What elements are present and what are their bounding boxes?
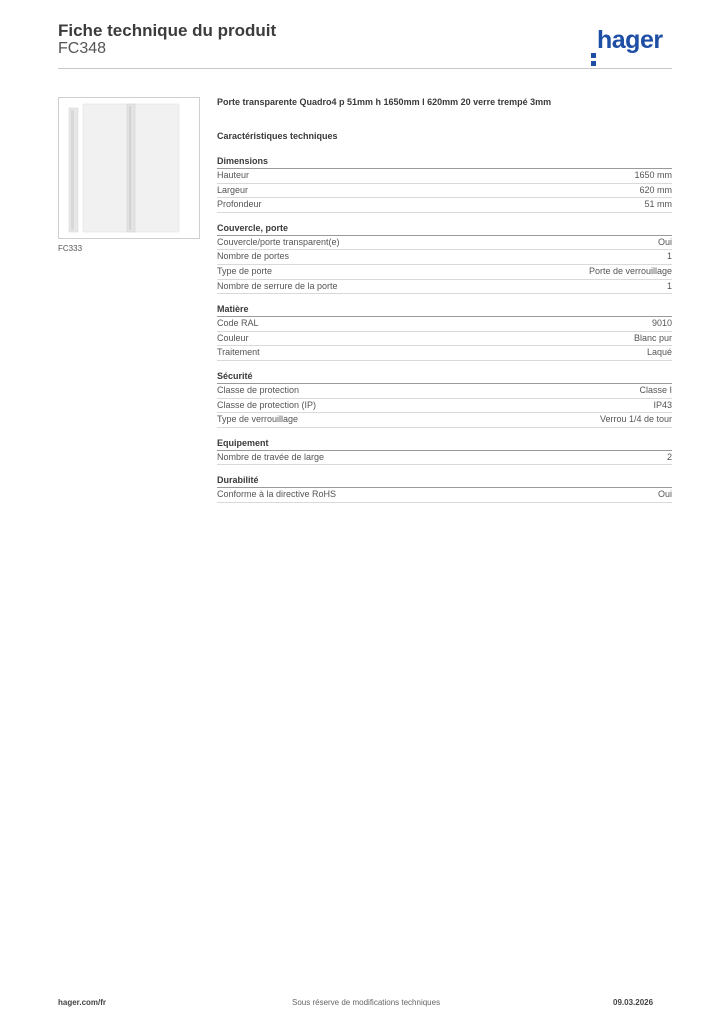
spec-value: 620 mm xyxy=(639,184,672,195)
spec-value: 51 mm xyxy=(644,199,672,210)
spec-label: Classe de protection xyxy=(217,384,300,395)
spec-section xyxy=(217,154,672,213)
product-image xyxy=(58,97,200,239)
spec-row xyxy=(217,169,672,184)
spec-label: Type de verrouillage xyxy=(217,414,299,425)
door-panel-icon xyxy=(59,98,199,238)
spec-section xyxy=(217,473,672,503)
footer-date: 09.03.2026 xyxy=(613,998,654,1007)
spec-row xyxy=(217,184,672,199)
spec-row xyxy=(217,413,672,428)
spec-value: Laqué xyxy=(646,347,672,358)
spec-value: 9010 xyxy=(651,318,672,329)
spec-value: Porte de verrouillage xyxy=(588,265,672,276)
specs-sections xyxy=(217,154,672,511)
footer-website: hager.com/fr xyxy=(58,998,107,1007)
section-title: Dimensions xyxy=(217,154,672,169)
spec-value: 1 xyxy=(666,280,672,291)
spec-section xyxy=(217,369,672,428)
spec-section xyxy=(217,221,672,294)
spec-label: Couvercle/porte transparent(e) xyxy=(217,236,340,247)
spec-row xyxy=(217,317,672,332)
spec-value: 2 xyxy=(666,451,672,462)
section-title: Durabilité xyxy=(217,473,672,488)
spec-row xyxy=(217,198,672,213)
spec-label: Type de porte xyxy=(217,265,273,276)
section-title: Couvercle, porte xyxy=(217,221,672,236)
spec-row xyxy=(217,250,672,265)
spec-row xyxy=(217,280,672,295)
spec-value: 1 xyxy=(666,251,672,262)
spec-label: Hauteur xyxy=(217,170,250,180)
spec-value: Blanc pur xyxy=(633,332,672,343)
spec-row xyxy=(217,488,672,503)
spec-section xyxy=(217,302,672,361)
section-title: Sécurité xyxy=(217,369,672,384)
spec-label: Largeur xyxy=(217,184,249,195)
spec-label: Nombre de serrure de la porte xyxy=(217,280,338,291)
spec-value: Oui xyxy=(657,489,672,500)
image-caption: FC333 xyxy=(58,244,83,253)
page-title: Fiche technique du produit xyxy=(58,21,277,40)
spec-value: Classe I xyxy=(639,384,672,395)
spec-label: Classe de protection (IP) xyxy=(217,399,317,410)
header-divider xyxy=(58,68,672,69)
spec-row xyxy=(217,236,672,251)
spec-value: IP43 xyxy=(653,399,672,410)
spec-row xyxy=(217,332,672,347)
footer-notice: Sous réserve de modifications techniques xyxy=(292,998,441,1007)
spec-label: Nombre de travée de large xyxy=(217,451,325,462)
logo-text: hager xyxy=(597,26,663,54)
spec-row xyxy=(217,399,672,414)
spec-row xyxy=(217,384,672,399)
spec-label: Code RAL xyxy=(217,318,259,329)
product-reference: FC348 xyxy=(58,40,107,57)
spec-label: Couleur xyxy=(217,332,249,343)
spec-value: 1650 mm xyxy=(634,170,672,180)
spec-value: Oui xyxy=(657,236,672,247)
spec-value: Verrou 1/4 de tour xyxy=(599,414,672,425)
spec-row xyxy=(217,346,672,361)
spec-row xyxy=(217,265,672,280)
specs-heading: Caractéristiques techniques xyxy=(217,131,338,141)
spec-label: Profondeur xyxy=(217,199,262,210)
section-title: Equipement xyxy=(217,436,672,451)
spec-row xyxy=(217,451,672,466)
product-description: Porte transparente Quadro4 p 51mm h 1650mm l 620mm 20 verre trempé 3mm xyxy=(217,97,552,107)
spec-label: Traitement xyxy=(217,347,260,358)
spec-label: Conforme à la directive RoHS xyxy=(217,489,337,500)
spec-section xyxy=(217,436,672,466)
spec-label: Nombre de portes xyxy=(217,251,290,262)
section-title: Matière xyxy=(217,302,672,317)
hager-logo xyxy=(591,28,663,53)
